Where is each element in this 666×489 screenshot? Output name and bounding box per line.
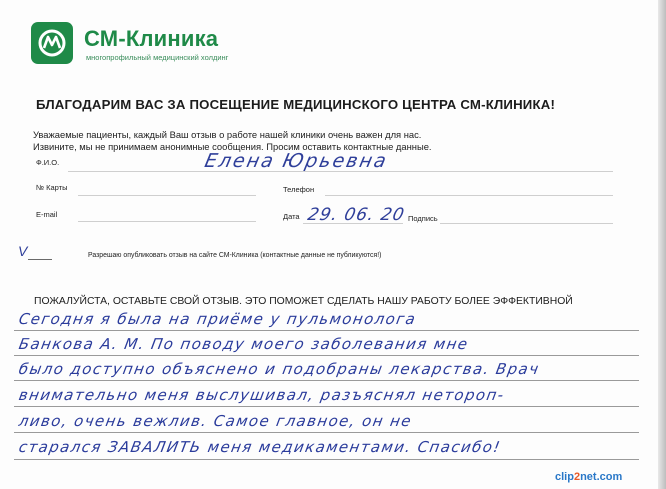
watermark [555,471,622,483]
fio-handwritten[interactable]: Елена Юрьевна [202,150,391,172]
ruled-line [14,380,639,381]
watermark-part-3: net.com [580,471,623,483]
review-prompt: ПОЖАЛУЙСТА, ОСТАВЬТЕ СВОЙ ОТЗЫВ. ЭТО ПОМОЖЕТ СДЕЛАТЬ НАШУ РАБОТУ БОЛЕЕ ЭФФЕКТИВНОЙ [34,296,573,307]
review-line-4: внимательно меня выслушивал, разъяснял нетороп- [17,386,507,404]
ruled-line [14,330,639,331]
cm-logo-icon [31,22,73,64]
phone-line [325,195,613,196]
brand-name: СМ-Клиника [84,26,219,51]
card-line [78,195,256,196]
signature-label: Подпись [408,214,438,223]
review-line-1: Сегодня я была на приёме у пульмонолога [17,310,418,328]
consent-check-line [28,259,52,260]
review-line-6: старался ЗАВАЛИТЬ меня медикаментами. Спасибо! [17,438,503,456]
card-label: № Карты [36,183,68,192]
form-heading: БЛАГОДАРИМ ВАС ЗА ПОСЕЩЕНИЕ МЕДИЦИНСКОГО ЦЕНТРА СМ-КЛИНИКА! [36,97,556,112]
intro-line-2: Извините, мы не принимаем анонимные сообщения. Просим оставить контактные данные. [33,141,432,152]
watermark-part-1: clip [555,471,574,483]
phone-label: Телефон [283,185,315,194]
ruled-line [14,355,639,356]
intro-line-1: Уважаемые пациенты, каждый Ваш отзыв о работе нашей клиники очень важен для нас. [33,129,422,140]
ruled-line [14,459,639,460]
brand-tagline: многопрофильный медицинский холдинг [86,53,229,62]
date-handwritten[interactable]: 29. 06. 20 [305,205,407,225]
signature-line [440,223,613,224]
ruled-line [14,432,639,433]
watermark-part-2: 2 [573,471,581,483]
fio-label: Ф.И.О. [36,158,60,167]
review-line-2: Банкова А. М. По поводу моего заболевания мне [17,335,471,353]
email-line [78,221,256,222]
page-edge [658,0,666,489]
review-line-5: ливо, очень вежлив. Самое главное, он не [17,412,414,430]
ruled-line [14,406,639,407]
date-label: Дата [283,212,300,221]
consent-text: Разрешаю опубликовать отзыв на сайте СМ-Клиника (контактные данные не публикуются!) [88,252,382,259]
review-line-3: было доступно объяснено и подобраны лекарства. Врач [17,360,542,378]
consent-checkmark[interactable]: V [18,243,28,259]
email-label: E-mail [36,210,58,219]
